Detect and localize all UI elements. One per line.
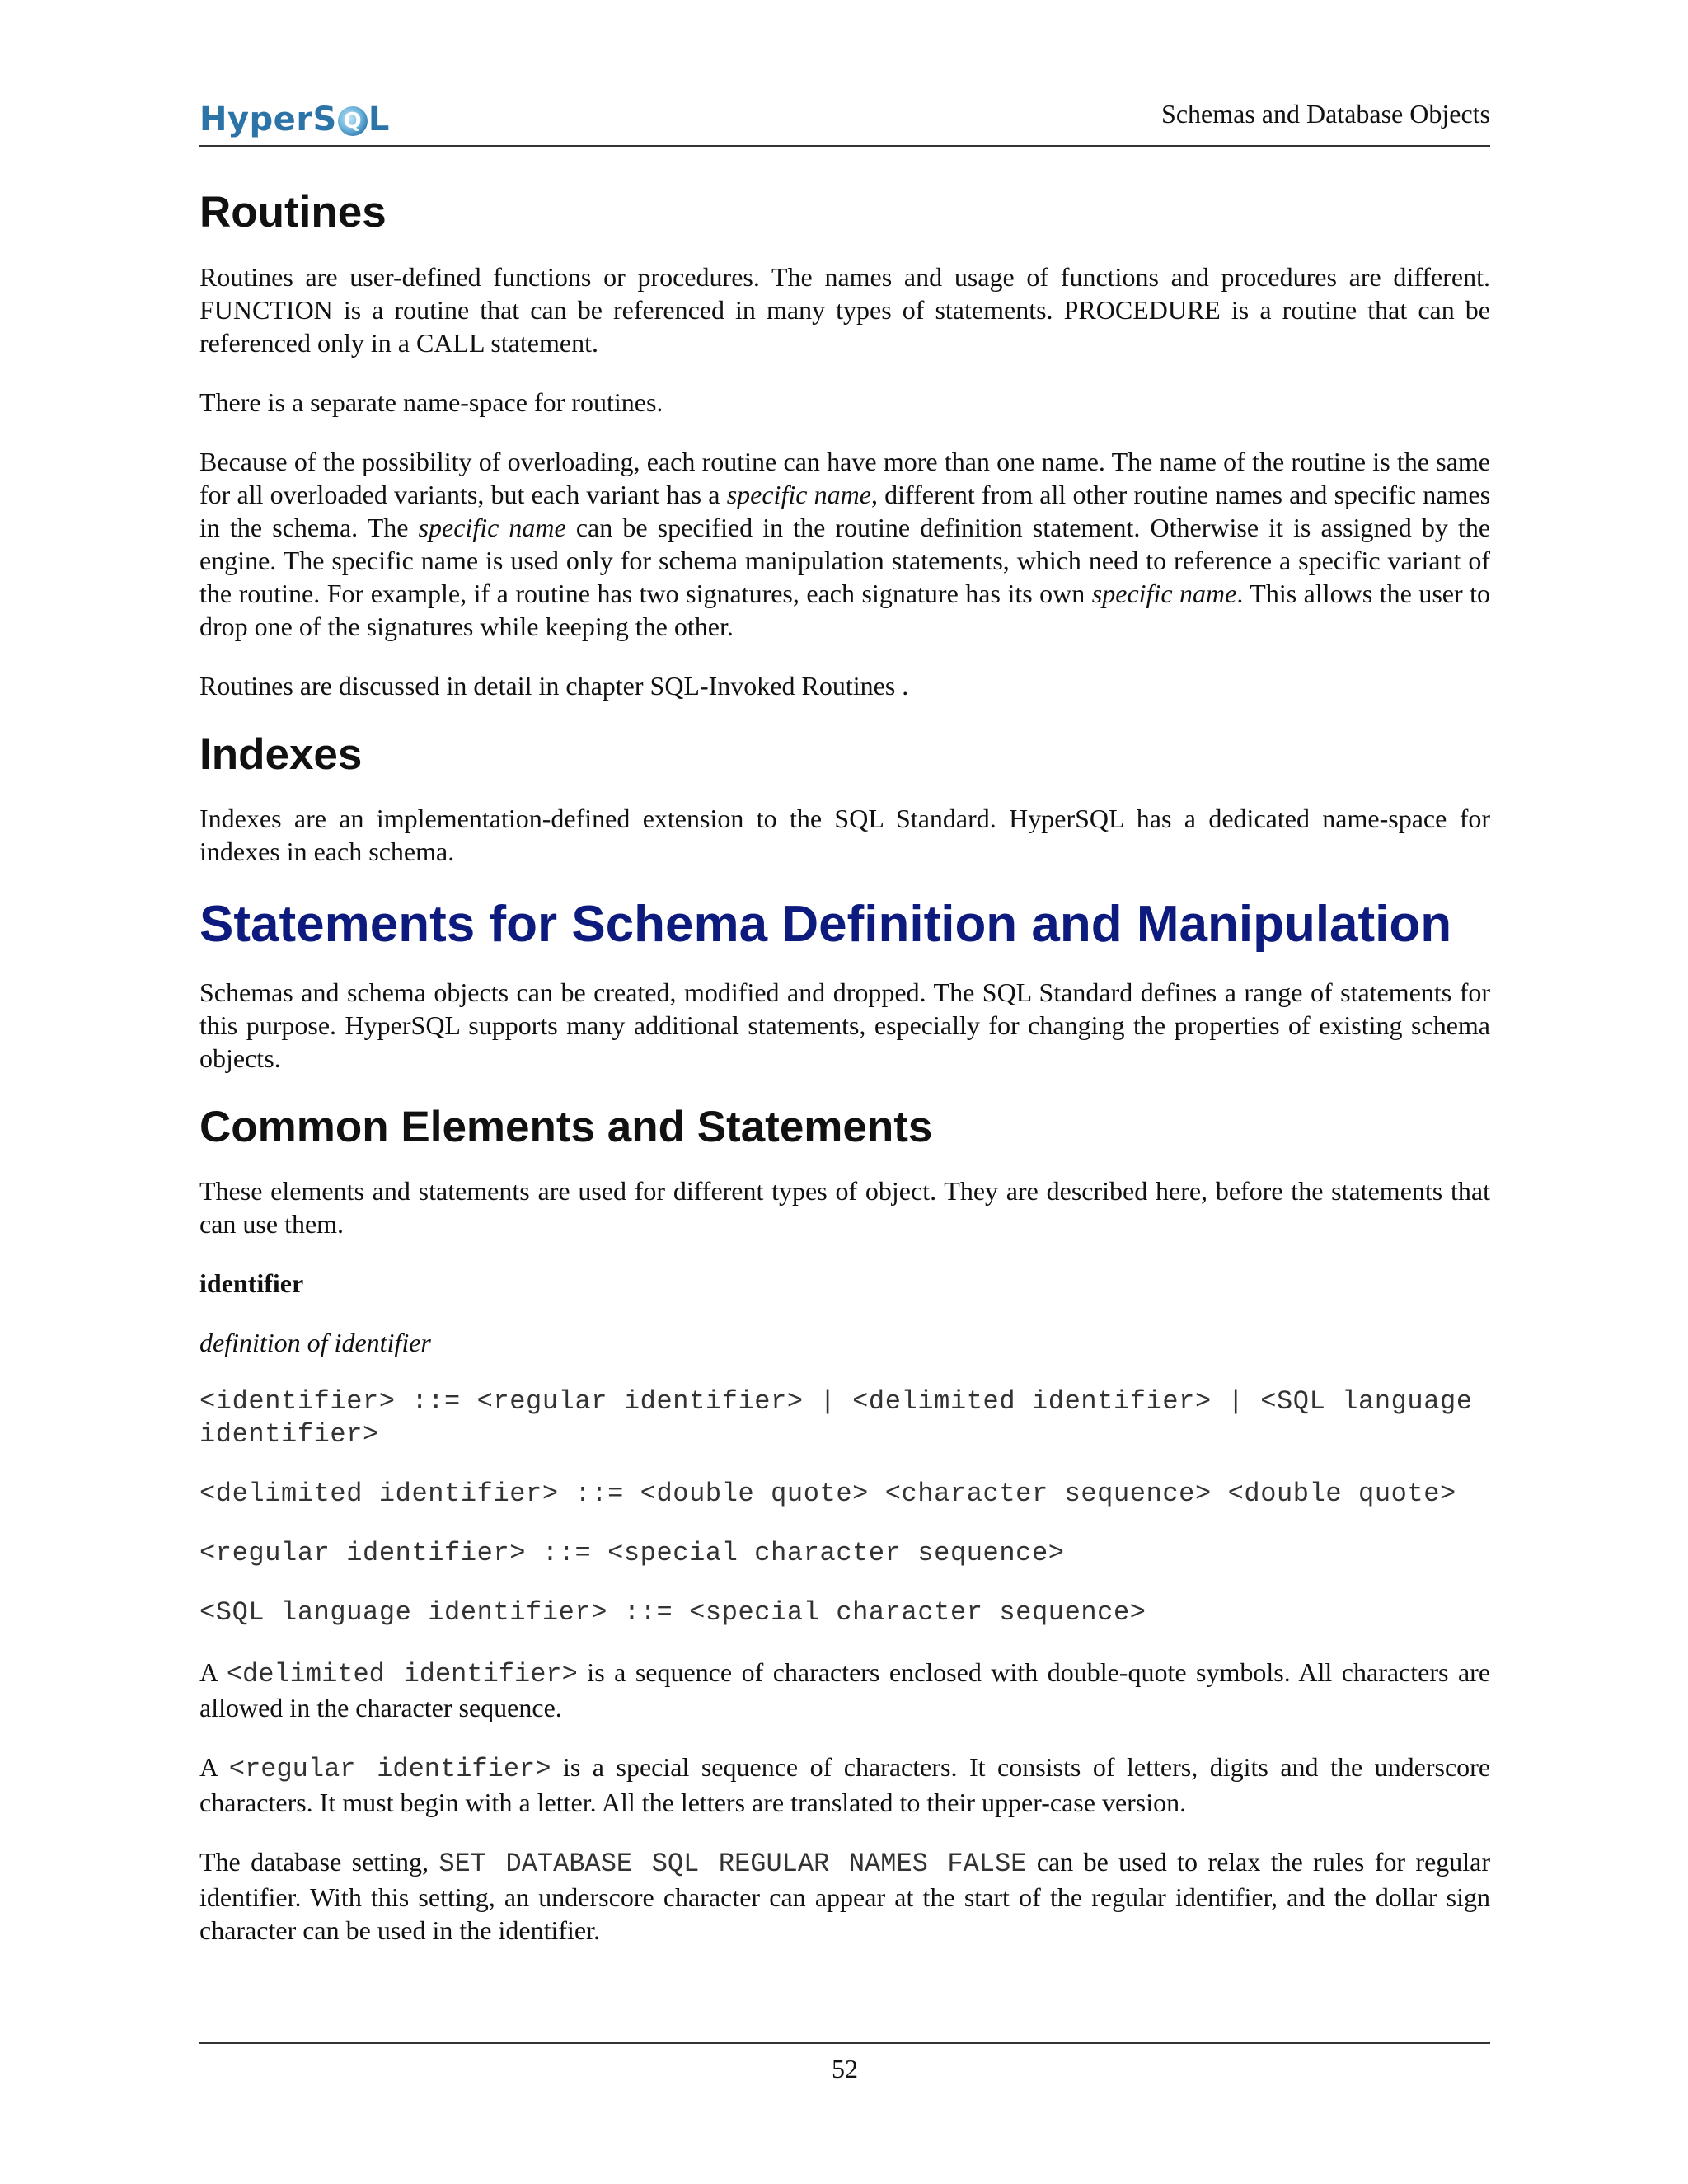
running-header-title: Schemas and Database Objects	[1161, 99, 1490, 129]
term-identifier: identifier	[199, 1268, 304, 1299]
logo-text-start: HyperS	[199, 101, 337, 138]
paragraph: The database setting, SET DATABASE SQL REGULAR NAMES FALSE can be used to relax the rules for regular identifier. With this setting, an underscore character can appear at the start of the regular identifier, and the dollar sign character can be used in the identifier.	[199, 1847, 1491, 1946]
paragraph: Indexes are an implementation-defined extension to the SQL Standard. HyperSQL has a dedicated name-space for indexes in each schema.	[199, 804, 1490, 867]
section-heading-routines: Routines	[199, 188, 387, 237]
paragraph: Schemas and schema objects can be created, modified and dropped. The SQL Standard defines a range of statements for this purpose. HyperSQL supports many additional statements, especially for changing the properties of existing schema objects.	[199, 977, 1490, 1073]
paragraph: A <delimited identifier> is a sequence of characters enclosed with double-quote symbols. All characters are allowed in the character sequence.	[199, 1657, 1491, 1723]
paragraph: A <regular identifier> is a special sequence of characters. It consists of letters, digits and the underscore characters. It must begin with a letter. All the letters are translated to their upper-case version.	[199, 1752, 1491, 1818]
bnf-rule: <SQL language identifier> ::= <special character sequence>	[199, 1597, 1146, 1629]
paragraph: These elements and statements are used for different types of object. They are described here, before the statements that can use them.	[199, 1176, 1490, 1240]
bnf-rule: <delimited identifier> ::= <double quote> <character sequence> <double quote>	[199, 1479, 1456, 1510]
page-content	[199, 186, 1490, 1973]
section-heading-indexes: Indexes	[199, 729, 363, 779]
paragraph: Routines are user-defined functions or procedures. The names and usage of functions and procedures are different. FUNCTION is a routine that can be referenced in many types of statements. PROCEDURE is a routine that can be referenced only in a CALL statement.	[199, 261, 1490, 358]
page-footer	[199, 2042, 1490, 2084]
bnf-rule: <regular identifier> ::= <special character sequence>	[199, 1538, 1065, 1569]
section-heading-statements: Statements for Schema Definition and Manipulation	[199, 896, 1452, 954]
definition-title: definition of identifier	[199, 1328, 431, 1358]
hypersql-logo	[199, 101, 390, 138]
bnf-rule: <identifier> ::= <regular identifier> | <delimited identifier> | <SQL language identifier>	[199, 1386, 1473, 1451]
document-page	[199, 0, 1490, 2184]
paragraph: There is a separate name-space for routines.	[199, 387, 663, 417]
chapter-link-sql-invoked-routines[interactable]: SQL-Invoked Routines	[649, 670, 896, 701]
page-number: 52	[832, 2054, 858, 2083]
paragraph: Routines are discussed in detail in chapter SQL-Invoked Routines .	[199, 670, 909, 701]
section-heading-common-elements: Common Elements and Statements	[199, 1102, 933, 1151]
paragraph: Because of the possibility of overloading, each routine can have more than one name. The name of the routine is the same for all overloaded variants, but each variant has a specific name, different from all other routine names and specific names in the schema. The specific name can be specified in the routine definition statement. Otherwise it is assigned by the engine. The specific name is used only for schema manipulation statements, which need to reference a specific variant of the routine. For example, if a routine has two signatures, each signature has its own specific name. This allows the user to drop one of the signatures while keeping the other.	[199, 446, 1491, 641]
magnifier-q-icon: Q	[338, 106, 368, 136]
logo-text-end: L	[368, 101, 390, 138]
page-header	[199, 89, 1490, 147]
